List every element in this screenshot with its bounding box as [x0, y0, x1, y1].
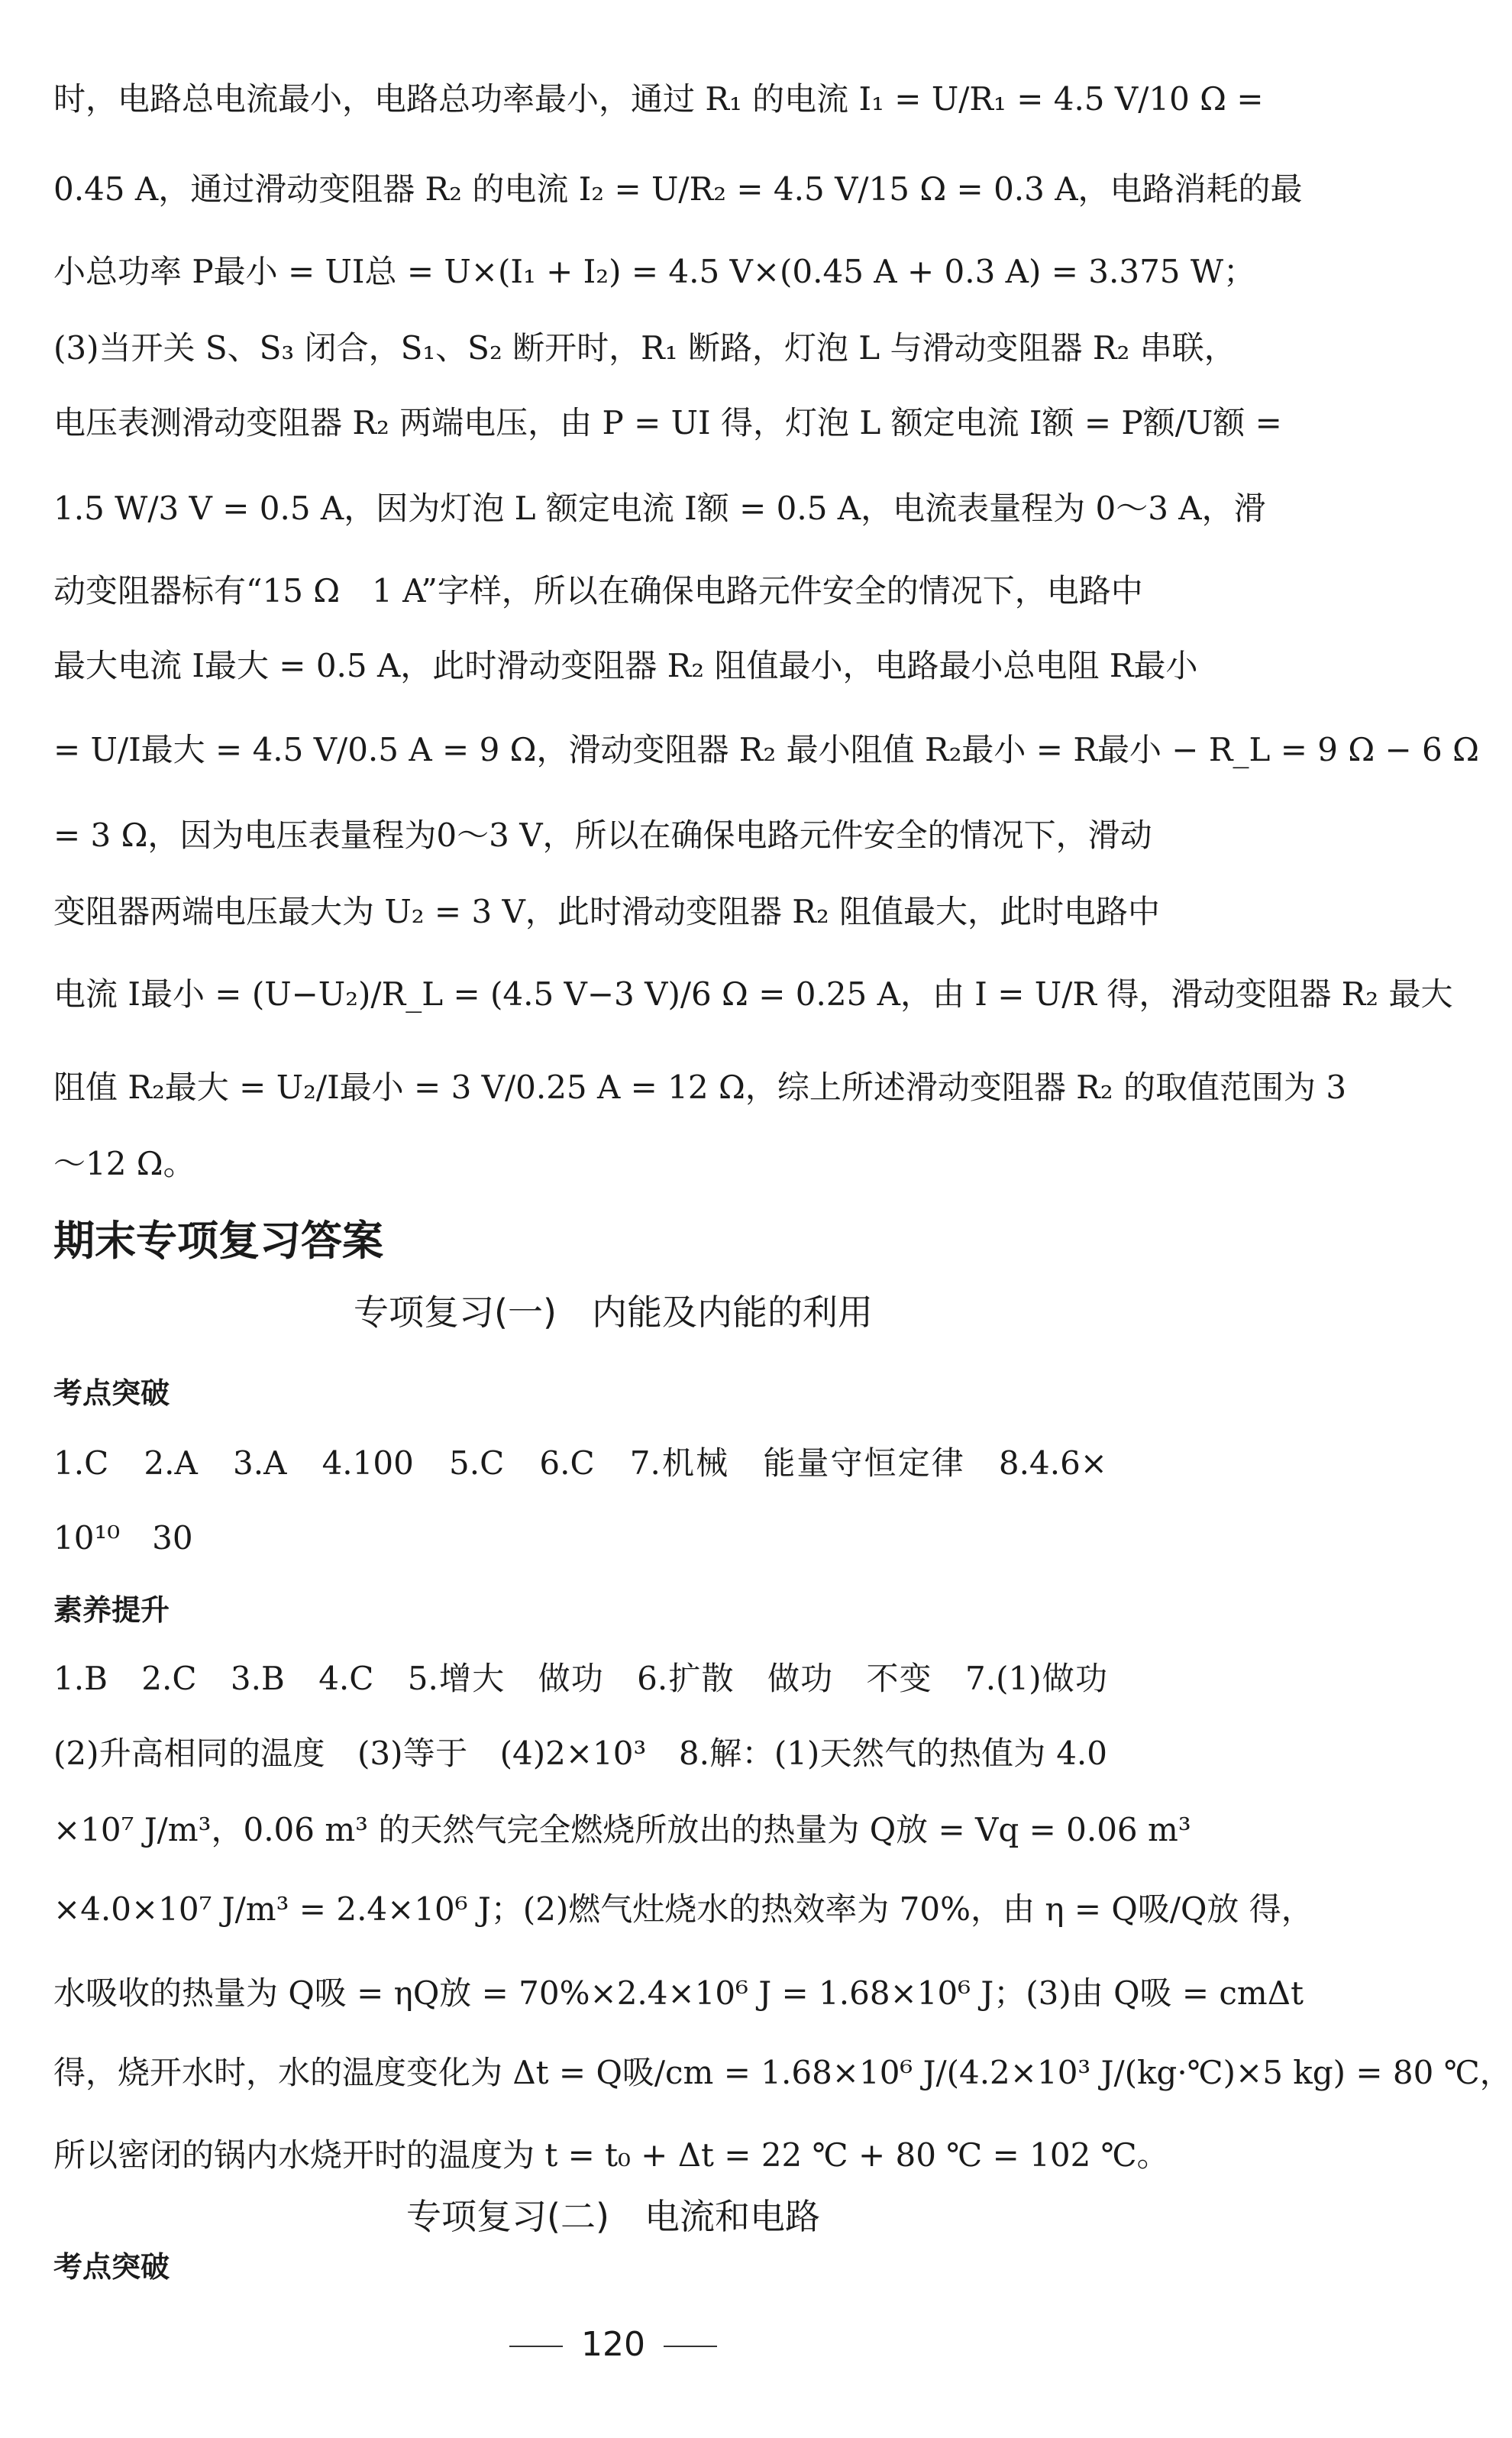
answer-line-13: 阻值 R₂最大 = U₂/I最小 = 3 V/0.25 A = 12 Ω，综上所述滑动变阻器 R₂ 的取值范围为 3: [53, 1069, 1347, 1106]
review-1-section-1-label: 考点突破: [53, 1376, 170, 1410]
page-number-dash-left: [509, 2346, 563, 2347]
answer-line-5: 电压表测滑动变阻器 R₂ 两端电压，由 P = UI 得，灯泡 L 额定电流 I额 = P额/U额 =: [53, 404, 1282, 441]
page-number-value: 120: [581, 2325, 645, 2364]
answer-line-1: 时，电路总电流最小，电路总功率最小，通过 R₁ 的电流 I₁ = U/R₁ = 4.5 V/10 Ω =: [53, 80, 1264, 118]
answer-line-3: 小总功率 P最小 = UI总 = U×(I₁ + I₂) = 4.5 V×(0.45 A + 0.3 A) = 3.375 W；: [53, 253, 1256, 290]
review-1-sec1-line-2: 10¹⁰ 30: [53, 1519, 193, 1557]
answer-line-11: 变阻器两端电压最大为 U₂ = 3 V，此时滑动变阻器 R₂ 阻值最大，此时电路中: [53, 893, 1161, 930]
answer-line-12: 电流 I最小 = (U−U₂)/R_L = (4.5 V−3 V)/6 Ω = 0.25 A，由 I = U/R 得，滑动变阻器 R₂ 最大: [53, 975, 1453, 1013]
review-1-sec2-line-2: (2)升高相同的温度 (3)等于 (4)2×10³ 8.解：(1)天然气的热值为 4.0: [53, 1735, 1107, 1772]
review-1-section-2-label: 素养提升: [53, 1593, 170, 1627]
review-2-section-1-label: 考点突破: [53, 2250, 170, 2284]
page-number: [0, 2322, 1226, 2368]
review-1-sec1-line-1: 1.C 2.A 3.A 4.100 5.C 6.C 7.机械 能量守恒定律 8.4.6×: [53, 1444, 1107, 1482]
answer-line-4: (3)当开关 S、S₃ 闭合，S₁、S₂ 断开时，R₁ 断路，灯泡 L 与滑动变阻器 R₂ 串联，: [53, 329, 1236, 367]
answer-line-8: 最大电流 I最大 = 0.5 A，此时滑动变阻器 R₂ 阻值最小，电路最小总电阻 R最小: [53, 647, 1198, 684]
review-1-sec2-line-6: 得，烧开水时，水的温度变化为 Δt = Q吸/cm = 1.68×10⁶ J/(4.2×10³ J/(kg·℃)×5 kg) = 80 ℃，: [53, 2054, 1512, 2091]
review-1-sec2-line-7: 所以密闭的锅内水烧开时的温度为 t = t₀ + Δt = 22 ℃ + 80 ℃ = 102 ℃。: [53, 2136, 1169, 2174]
page-title: 期末专项复习答案: [53, 1217, 383, 1265]
answer-line-10: = 3 Ω，因为电压表量程为0～3 V，所以在确保电路元件安全的情况下，滑动: [53, 816, 1152, 854]
review-1-sec2-line-5: 水吸收的热量为 Q吸 = ηQ放 = 70%×2.4×10⁶ J = 1.68×10⁶ J；(3)由 Q吸 = cmΔt: [53, 1974, 1304, 2012]
page-number-dash-right: [664, 2346, 717, 2347]
answer-line-14: ～12 Ω。: [53, 1145, 195, 1182]
answer-line-2: 0.45 A，通过滑动变阻器 R₂ 的电流 I₂ = U/R₂ = 4.5 V/15 Ω = 0.3 A，电路消耗的最: [53, 170, 1303, 208]
answer-line-7: 动变阻器标有“15 Ω 1 A”字样，所以在确保电路元件安全的情况下，电路中: [53, 572, 1143, 610]
answer-line-9: = U/I最大 = 4.5 V/0.5 A = 9 Ω，滑动变阻器 R₂ 最小阻值 R₂最小 = R最小 − R_L = 9 Ω − 6 Ω: [53, 731, 1479, 768]
review-1-sec2-line-1: 1.B 2.C 3.B 4.C 5.增大 做功 6.扩散 做功 不变 7.(1)做功: [53, 1660, 1107, 1697]
review-2-title: 专项复习(二) 电流和电路: [406, 2196, 820, 2237]
review-1-sec2-line-3: ×10⁷ J/m³，0.06 m³ 的天然气完全燃烧所放出的热量为 Q放 = Vq = 0.06 m³: [53, 1811, 1191, 1848]
review-1-title: 专项复习(一) 内能及内能的利用: [354, 1292, 873, 1333]
answer-line-6: 1.5 W/3 V = 0.5 A，因为灯泡 L 额定电流 I额 = 0.5 A，电流表量程为 0～3 A，滑: [53, 490, 1266, 527]
review-1-sec2-line-4: ×4.0×10⁷ J/m³ = 2.4×10⁶ J；(2)燃气灶烧水的热效率为 70%，由 η = Q吸/Q放 得，: [53, 1890, 1313, 1928]
